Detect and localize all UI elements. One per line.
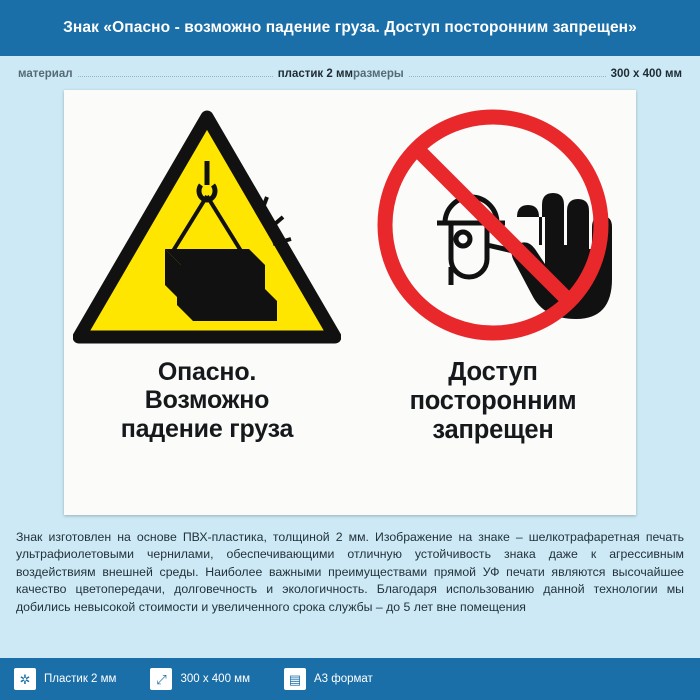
caption-line: запрещен <box>432 415 554 444</box>
footer-item-material <box>14 668 116 690</box>
falling-load-warning-icon <box>64 90 350 358</box>
spec-dots <box>78 76 273 77</box>
caption-line: Возможно <box>144 386 270 415</box>
spec-material <box>18 68 353 80</box>
page-footer <box>0 658 700 700</box>
gear-icon: ✲ <box>14 668 36 690</box>
document-icon: ▤ <box>284 668 306 690</box>
caption-line: Опасно. <box>157 358 257 386</box>
caption-line: падение груза <box>120 414 294 443</box>
footer-size-label: 300 x 400 мм <box>180 673 250 685</box>
footer-material-label: Пластик 2 мм <box>44 673 117 685</box>
sign-half-right <box>350 90 636 515</box>
spec-material-label: материал <box>18 68 73 80</box>
spec-size-value: 300 x 400 мм <box>610 68 682 80</box>
sign-panel <box>64 90 636 515</box>
spec-material-value: пластик 2 мм <box>277 68 353 80</box>
footer-item-format <box>284 668 373 690</box>
spec-dots <box>409 76 606 77</box>
product-description: Знак изготовлен на основе ПВХ-пластика, толщиной 2 мм. Изображение на знаке – шелкотрафаретная печать ультрафиолетовыми чернилами, обеспечивающими отличную устойчивость знака даже к агрессивным воздействиям внешней среды. Наиболее важными преимуществами прямой УФ печати являются высочайшее качество цветопередачи, долговечность и экологичность. Благодаря использованию данной технологии мы добились невысокой стоимости и увеличенного срока службы – до 5 лет вне помещения <box>16 530 684 614</box>
sign-preview-wrap <box>0 90 700 515</box>
caption-line: Доступ <box>448 358 538 386</box>
footer-item-size <box>150 668 250 690</box>
sign-half-left <box>64 90 350 515</box>
caption-line: посторонним <box>409 386 577 415</box>
spec-size-label: размеры <box>353 68 404 80</box>
page-header <box>0 0 700 56</box>
resize-arrows-icon: ⤢ <box>150 668 172 690</box>
spec-size <box>353 68 682 80</box>
footer-format-label: A3 формат <box>313 673 373 685</box>
spec-strip <box>0 56 700 90</box>
page-title: Знак «Опасно - возможно падение груза. Доступ посторонним запрещен» <box>63 18 637 36</box>
sign-caption-right <box>404 358 583 444</box>
no-entry-hand-prohibition-icon <box>350 90 636 358</box>
sign-caption-left <box>115 358 299 443</box>
